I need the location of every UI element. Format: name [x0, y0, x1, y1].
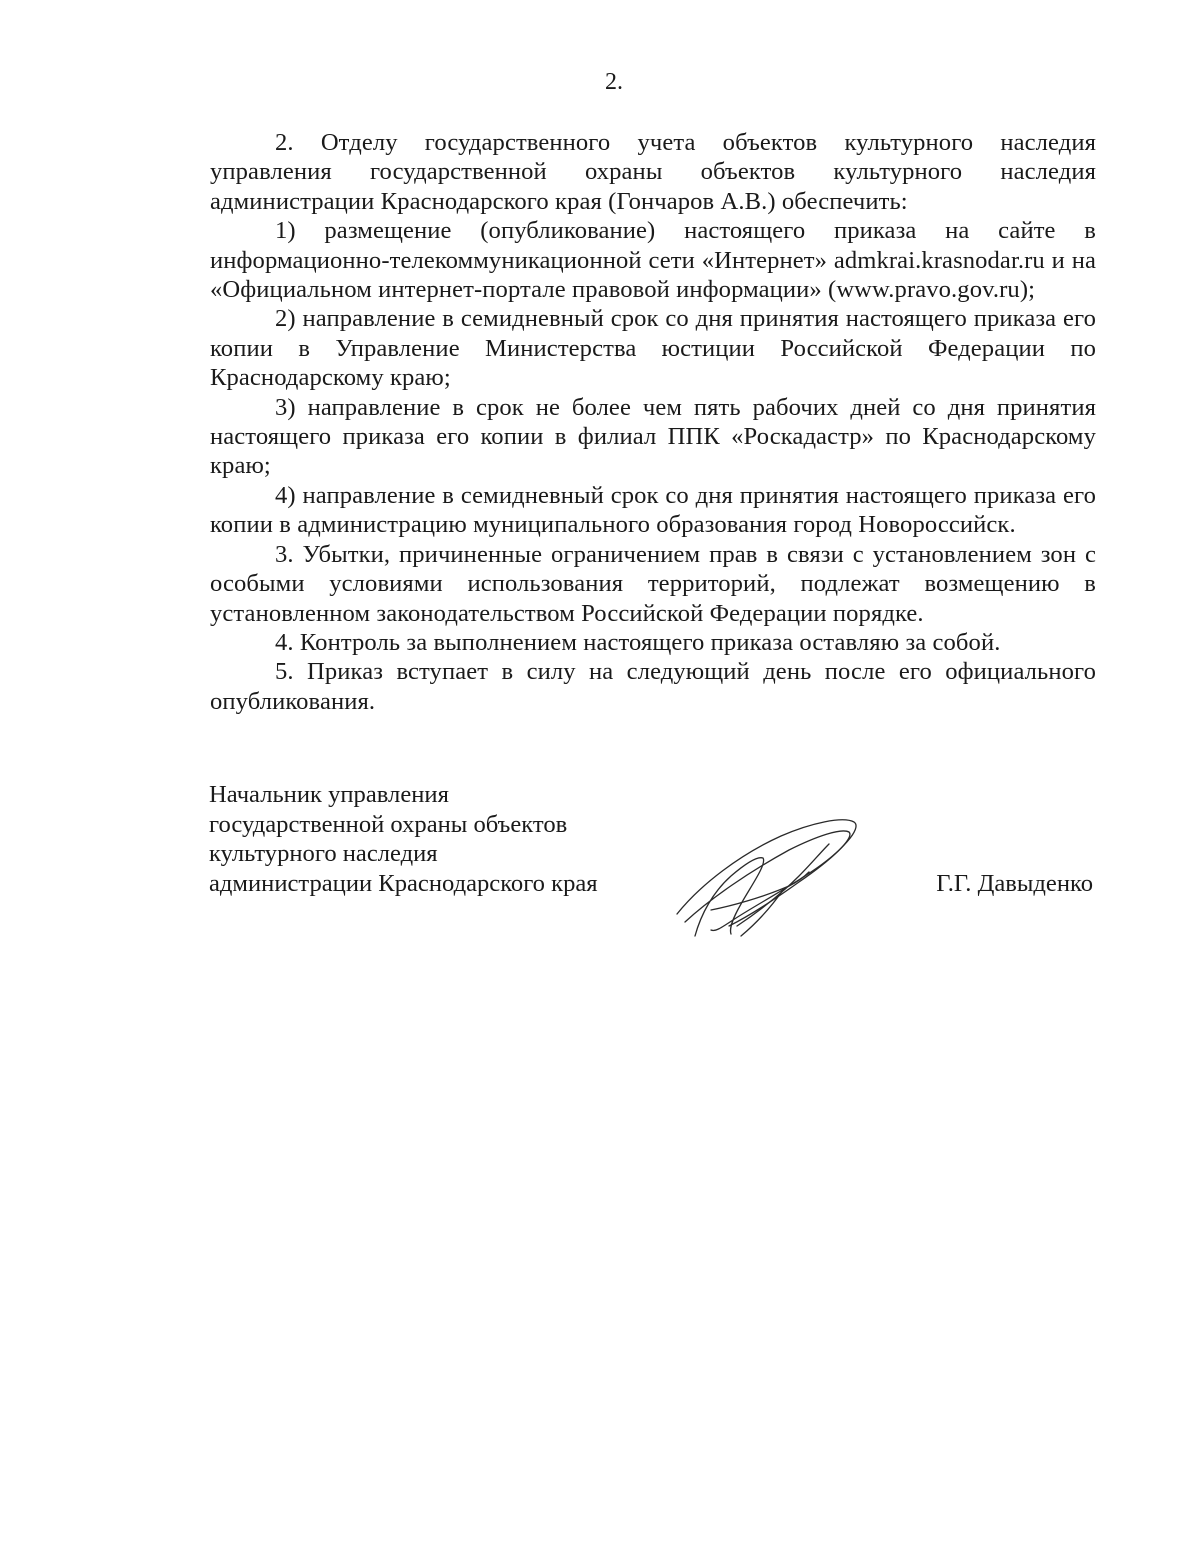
subparagraph-4: 4) направление в семидневный срок со дня принятия настоящего приказа его копии в администрацию муниципального образования город Новороссийск.	[210, 481, 1096, 539]
subparagraph-1: 1) размещение (опубликование) настоящего приказа на сайте в информационно-телекоммуникационной сети «Интернет» admkrai.krasnodar.ru и на «Официальном интернет-портале правовой информации» (www.pravo.gov.ru);	[210, 217, 1096, 304]
subparagraph-3: 3) направление в срок не более чем пять рабочих дней со дня принятия настоящего приказа его копии в филиал ППК «Роскадастр» по Краснодарскому краю;	[210, 393, 1096, 480]
paragraph-item-3: 3. Убытки, причиненные ограничением прав в связи с установлением зон с особыми условиями использования территорий, подлежат возмещению в установленном законодательством Российской Федерации порядке.	[210, 540, 1096, 627]
signer-position-line: государственной охраны объектов	[209, 810, 568, 838]
paragraph-item-4: 4. Контроль за выполнением настоящего приказа оставляю за собой.	[275, 628, 1001, 656]
signature-block	[209, 780, 1095, 940]
signer-position-line: культурного наследия	[209, 840, 438, 867]
document-body	[210, 128, 1096, 716]
paragraph-item-2: 2. Отделу государственного учета объектов культурного наследия управления государственной охраны объектов культурного наследия администрации Краснодарского края (Гончаров А.В.) обеспечить:	[210, 129, 1096, 215]
paragraph-item-5: 5. Приказ вступает в силу на следующий день после его официального опубликования.	[210, 658, 1096, 715]
signer-position-line: Начальник управления	[209, 781, 449, 808]
signer-name: Г.Г. Давыденко	[936, 869, 1093, 897]
page-number: 2.	[605, 69, 623, 95]
signer-position-line: администрации Краснодарского края	[209, 869, 598, 897]
handwritten-signature	[671, 814, 871, 944]
subparagraph-2: 2) направление в семидневный срок со дня принятия настоящего приказа его копии в Управление Министерства юстиции Российской Федерации по Краснодарскому краю;	[210, 305, 1096, 392]
signer-position	[209, 780, 598, 898]
